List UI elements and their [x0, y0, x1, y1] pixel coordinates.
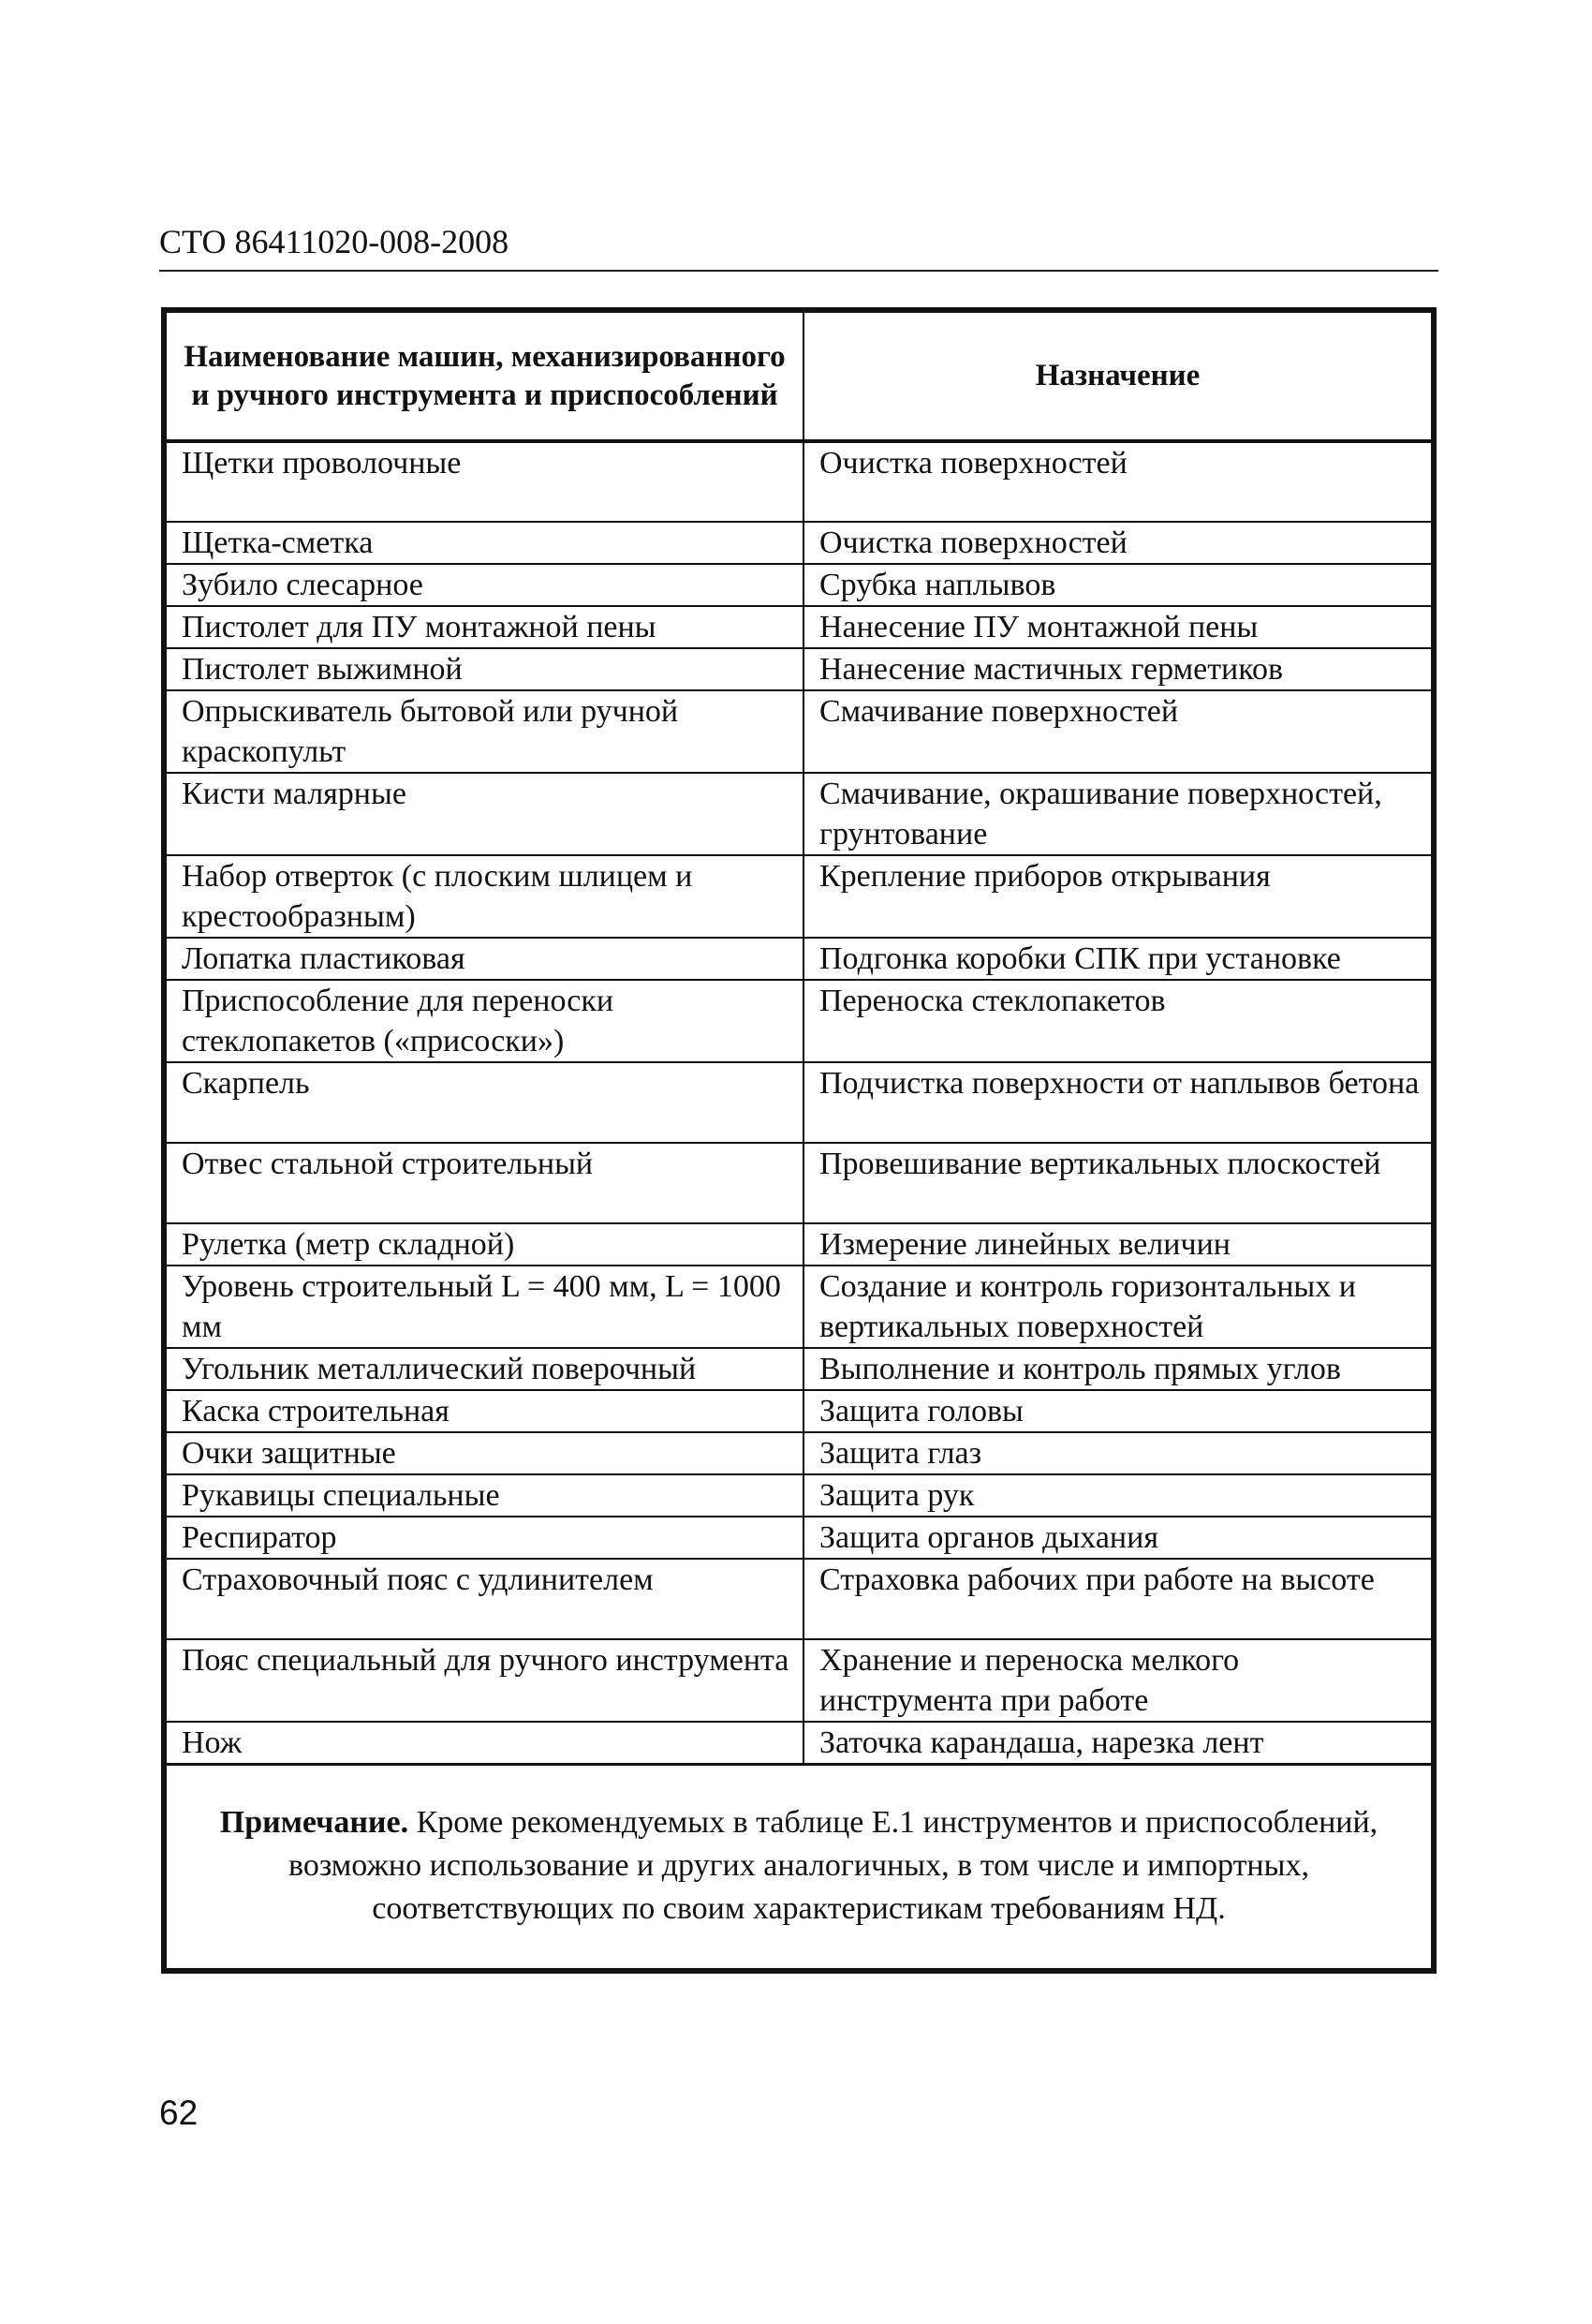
table-row	[166, 773, 1432, 855]
table-row	[166, 1143, 1432, 1223]
tool-purpose-cell: Измерение линейных величин	[803, 1223, 1432, 1266]
tool-purpose-cell: Смачивание поверхностей	[803, 690, 1432, 773]
tool-purpose-cell: Подчистка поверхности от наплывов бетона	[803, 1062, 1432, 1143]
tool-purpose-cell: Подгонка коробки СПК при установке	[803, 938, 1432, 980]
tool-purpose-cell: Очистка поверхностей	[803, 441, 1432, 522]
table-row	[166, 980, 1432, 1062]
tool-purpose-cell: Хранение и переноска мелкого инструмента при работе	[803, 1639, 1432, 1722]
tool-purpose-cell: Провешивание вертикальных плоскостей	[803, 1143, 1432, 1223]
tool-name-cell: Щетка-сметка	[166, 522, 803, 564]
tool-name-cell: Приспособление для переноски стеклопакетов («присоски»)	[166, 980, 803, 1062]
tool-purpose-cell: Смачивание, окрашивание поверхностей, грунтование	[803, 773, 1432, 855]
tool-purpose-cell: Создание и контроль горизонтальных и вертикальных поверхностей	[803, 1266, 1432, 1348]
table-note-row	[166, 1765, 1432, 1970]
page-number: 62	[159, 2094, 199, 2132]
tool-name-cell: Нож	[166, 1722, 803, 1765]
tools-table-grid	[165, 311, 1433, 1970]
table-row	[166, 690, 1432, 773]
table-row	[166, 1266, 1432, 1348]
tool-purpose-cell: Нанесение ПУ монтажной пены	[803, 606, 1432, 648]
table-row	[166, 1722, 1432, 1765]
column-header-purpose: Назначение	[803, 312, 1432, 441]
table-row	[166, 1062, 1432, 1143]
tool-purpose-cell: Страховка рабочих при работе на высоте	[803, 1559, 1432, 1639]
table-row	[166, 938, 1432, 980]
tools-table	[161, 307, 1437, 1974]
table-body	[166, 441, 1432, 1765]
tool-name-cell: Страховочный пояс с удлинителем	[166, 1559, 803, 1639]
table-row	[166, 564, 1432, 606]
tool-purpose-cell: Очистка поверхностей	[803, 522, 1432, 564]
tool-name-cell: Опрыскиватель бытовой или ручной краскопульт	[166, 690, 803, 773]
tool-purpose-cell: Защита головы	[803, 1390, 1432, 1432]
table-row	[166, 441, 1432, 522]
tool-name-cell: Кисти малярные	[166, 773, 803, 855]
tool-purpose-cell: Выполнение и контроль прямых углов	[803, 1348, 1432, 1390]
table-note	[166, 1765, 1432, 1970]
note-text: Кроме рекомендуемых в таблице Е.1 инструментов и приспособлений, возможно использование и других аналогичных, в том числе и импортных, соответствующих по своим характеристикам требованиям НД.	[288, 1805, 1378, 1926]
tool-purpose-cell: Срубка наплывов	[803, 564, 1432, 606]
tool-purpose-cell: Переноска стеклопакетов	[803, 980, 1432, 1062]
tool-name-cell: Респиратор	[166, 1517, 803, 1559]
tool-purpose-cell: Крепление приборов открывания	[803, 855, 1432, 938]
tool-name-cell: Пояс специальный для ручного инструмента	[166, 1639, 803, 1722]
tool-name-cell: Отвес стальной строительный	[166, 1143, 803, 1223]
document-code: СТО 86411020-008-2008	[159, 223, 509, 260]
table-row	[166, 1474, 1432, 1517]
tool-purpose-cell: Защита органов дыхания	[803, 1517, 1432, 1559]
tool-name-cell: Рулетка (метр складной)	[166, 1223, 803, 1266]
tool-name-cell: Каска строительная	[166, 1390, 803, 1432]
tool-purpose-cell: Заточка карандаша, нарезка лент	[803, 1722, 1432, 1765]
table-row	[166, 1223, 1432, 1266]
tool-name-cell: Пистолет для ПУ монтажной пены	[166, 606, 803, 648]
table-row	[166, 1517, 1432, 1559]
tool-name-cell: Скарпель	[166, 1062, 803, 1143]
table-row	[166, 606, 1432, 648]
table-header-row	[166, 312, 1432, 441]
table-row	[166, 855, 1432, 938]
table-row	[166, 522, 1432, 564]
column-header-name: Наименование машин, механизированного и ручного инструмента и приспособлений	[166, 312, 803, 441]
table-row	[166, 1348, 1432, 1390]
tool-purpose-cell: Защита глаз	[803, 1432, 1432, 1474]
table-row	[166, 1639, 1432, 1722]
tool-name-cell: Рукавицы специальные	[166, 1474, 803, 1517]
tool-name-cell: Лопатка пластиковая	[166, 938, 803, 980]
tool-name-cell: Щетки проволочные	[166, 441, 803, 522]
tool-name-cell: Очки защитные	[166, 1432, 803, 1474]
tool-name-cell: Угольник металлический поверочный	[166, 1348, 803, 1390]
tool-name-cell: Пистолет выжимной	[166, 648, 803, 690]
header-rule	[159, 270, 1438, 272]
tool-purpose-cell: Нанесение мастичных герметиков	[803, 648, 1432, 690]
tool-name-cell: Зубило слесарное	[166, 564, 803, 606]
table-row	[166, 648, 1432, 690]
note-label: Примечание.	[219, 1805, 409, 1840]
table-row	[166, 1432, 1432, 1474]
tool-name-cell: Набор отверток (с плоским шлицем и крестообразным)	[166, 855, 803, 938]
table-row	[166, 1559, 1432, 1639]
tool-purpose-cell: Защита рук	[803, 1474, 1432, 1517]
tool-name-cell: Уровень строительный L = 400 мм, L = 1000 мм	[166, 1266, 803, 1348]
table-row	[166, 1390, 1432, 1432]
